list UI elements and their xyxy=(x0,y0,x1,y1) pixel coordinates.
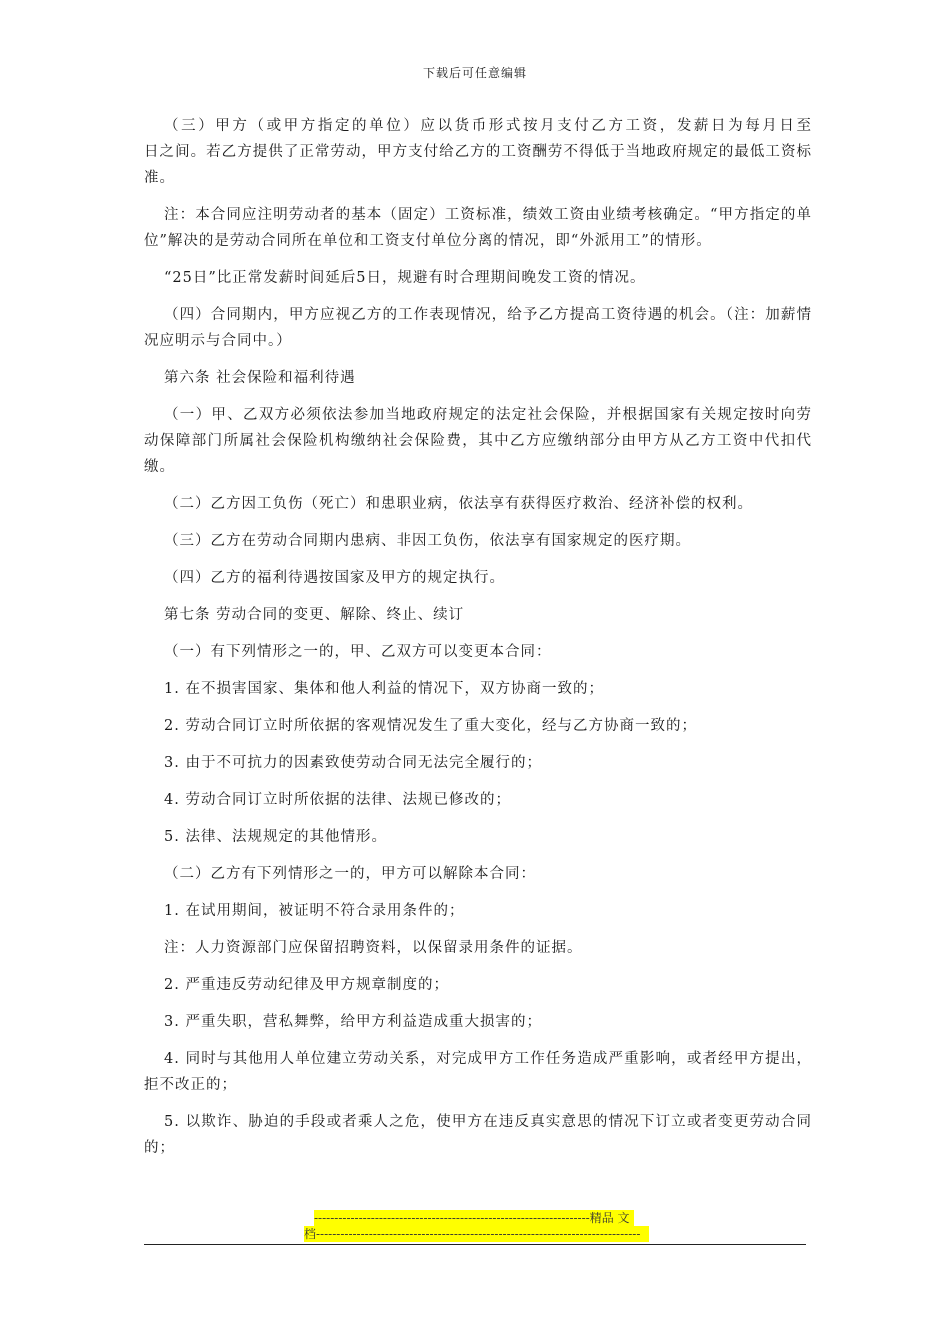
document-body xyxy=(144,113,859,1172)
paragraph: （一）甲、乙双方必须依法参加当地政府规定的法定社会保险，并根据国家有关规定按时向劳动保障部门所属社会保险机构缴纳社会保险费，其中乙方应缴纳部分由甲方从乙方工资中代扣代缴。 xyxy=(144,407,812,475)
paragraph: （二）乙方因工负伤（死亡）和患职业病，依法享有获得医疗救治、经济补偿的权利。 xyxy=(164,496,753,512)
footer-highlight-line: --------------------------------------------------------------------精品 文 xyxy=(314,1210,634,1226)
paragraph: （二）乙方有下列情形之一的，甲方可以解除本合同： xyxy=(164,866,536,882)
list-item: 1. 在试用期间，被证明不符合录用条件的； xyxy=(164,903,465,919)
page-footer xyxy=(144,1210,806,1245)
note-paragraph: 注：本合同应注明劳动者的基本（固定）工资标准，绩效工资由业绩考核确定。“甲方指定的单位”解决的是劳动合同所在单位和工资支付单位分离的情况，即“外派用工”的情形。 xyxy=(144,207,812,249)
list-item: 5. 法律、法规规定的其他情形。 xyxy=(164,829,387,845)
article-heading: 第六条 社会保险和福利待遇 xyxy=(164,370,356,386)
list-item: 4. 同时与其他用人单位建立劳动关系，对完成甲方工作任务造成严重影响，或者经甲方提出，拒不改正的； xyxy=(144,1051,812,1093)
paragraph: （四）合同期内，甲方应视乙方的工作表现情况，给予乙方提高工资待遇的机会。（注：加薪情况应明示与合同中。） xyxy=(144,307,812,349)
paragraph: （三）甲方（或甲方指定的单位）应以货币形式按月支付乙方工资，发薪日为每月日至 日之间。若乙方提供了正常劳动，甲方支付给乙方的工资酬劳不得低于当地政府规定的最低工资标准。 xyxy=(144,118,859,186)
footer-divider xyxy=(144,1244,806,1245)
list-item: 3. 严重失职，营私舞弊，给甲方利益造成重大损害的； xyxy=(164,1014,542,1030)
note-paragraph: 注：人力资源部门应保留招聘资料，以保留录用条件的证据。 xyxy=(164,940,583,956)
list-item: 4. 劳动合同订立时所依据的法律、法规已修改的； xyxy=(164,792,511,808)
list-item: 5. 以欺诈、胁迫的手段或者乘人之危，使甲方在违反真实意思的情况下订立或者变更劳动合同的； xyxy=(144,1114,812,1156)
page-header: 下载后可任意编辑 xyxy=(422,66,527,80)
note-paragraph: “25日”比正常发薪时间延后5日，规避有时合理期间晚发工资的情况。 xyxy=(164,270,646,286)
paragraph: （四）乙方的福利待遇按国家及甲方的规定执行。 xyxy=(164,570,505,586)
footer-highlight-line: 档-------------------------------------------------------------------------------- xyxy=(304,1226,649,1242)
list-item: 2. 严重违反劳动纪律及甲方规章制度的； xyxy=(164,977,449,993)
article-heading: 第七条 劳动合同的变更、解除、终止、续订 xyxy=(164,607,465,623)
list-item: 1. 在不损害国家、集体和他人利益的情况下，双方协商一致的； xyxy=(164,681,604,697)
paragraph: （一）有下列情形之一的，甲、乙双方可以变更本合同： xyxy=(164,644,552,660)
list-item: 3. 由于不可抗力的因素致使劳动合同无法完全履行的； xyxy=(164,755,542,771)
paragraph: （三）乙方在劳动合同期内患病、非因工负伤，依法享有国家规定的医疗期。 xyxy=(164,533,691,549)
list-item: 2. 劳动合同订立时所依据的客观情况发生了重大变化，经与乙方协商一致的； xyxy=(164,718,697,734)
